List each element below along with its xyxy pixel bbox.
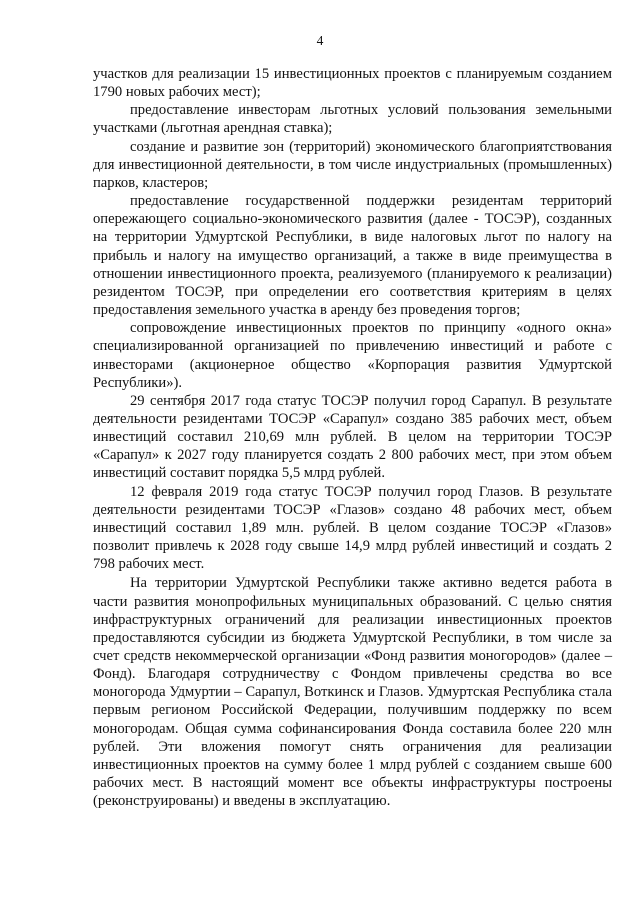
- paragraph-one-window-support: сопровождение инвестиционных проектов по принципу «одного окна» специализированной организацией по привлечению инвестиций и работе с инвесторами (акционерное общество «Корпорация развития Удмуртской Республики»).: [93, 320, 612, 391]
- document-body: [93, 65, 612, 810]
- paragraph-monotowns: На территории Удмуртской Республики также активно ведется работа в части развития монопрофильных муниципальных образований. С целью снятия инфраструктурных ограничений для реализации инвестиционных проектов предоставляются субсидии из бюджета Удмуртской Республики, в том числе за счет средств некоммерческой организации «Фонд развития моногородов» (далее – Фонд). Благодаря сотрудничеству с Фондом привлечены средства во все моногорода Удмуртии – Сарапул, Воткинск и Глазов. Удмуртская Республика стала первым регионом Российской Федерации, получившим поддержку по всем моногородам. Общая сумма софинансирования Фонда составила более 220 млн рублей. Эти вложения помогут снять ограничения для реализации инвестиционных проектов на сумму более 1 млрд рублей с созданием свыше 600 рабочих мест. В настоящий момент все объекты инфраструктуры построены (реконструированы) и введены в эксплуатацию.: [93, 575, 612, 810]
- page-number: 4: [316, 33, 324, 48]
- paragraph-economic-zones: создание и развитие зон (территорий) экономического благоприятствования для инвестиционной деятельности, в том числе индустриальных (промышленных) парков, кластеров;: [93, 138, 612, 191]
- paragraph-continuation-investment-sites: участков для реализации 15 инвестиционных проектов с планируемым созданием 1790 новых рабочих мест);: [93, 66, 612, 101]
- paragraph-tosed-glazov: 12 февраля 2019 года статус ТОСЭР получил город Глазов. В результате деятельности резидентами ТОСЭР «Глазов» создано 48 рабочих мест, объем инвестиций составил 1,89 млн. рублей. В целом создание ТОСЭР «Глазов» позволит привлечь к 2028 году свыше 14,9 млрд рублей инвестиций и создать 2 798 рабочих мест.: [93, 483, 612, 573]
- paragraph-tosed-sarapul: 29 сентября 2017 года статус ТОСЭР получил город Сарапул. В результате деятельности резидентами ТОСЭР «Сарапул» создано 385 рабочих мест, объем инвестиций составил 210,69 млн рублей. В целом на территории ТОСЭР «Сарапул» к 2027 году планируется создать 2 800 рабочих мест, при этом объем инвестиций составит порядка 5,5 млрд рублей.: [93, 392, 612, 482]
- paragraph-tosed-state-support: предоставление государственной поддержки резидентам территорий опережающего социально-экономического развития (далее - ТОСЭР), созданных на территории Удмуртской Республики, в виде налоговых льгот по налогу на прибыль и налогу на имущество организаций, а также в виде преимущества в отношении инвестиционного проекта, реализуемого (планируемого к реализации) резидентом ТОСЭР, при определении его соответствия критериям в целях предоставления земельного участка в аренду без проведения торгов;: [93, 193, 612, 319]
- paragraph-land-lease-benefits: предоставление инвесторам льготных условий пользования земельными участками (льготная арендная ставка);: [93, 102, 612, 137]
